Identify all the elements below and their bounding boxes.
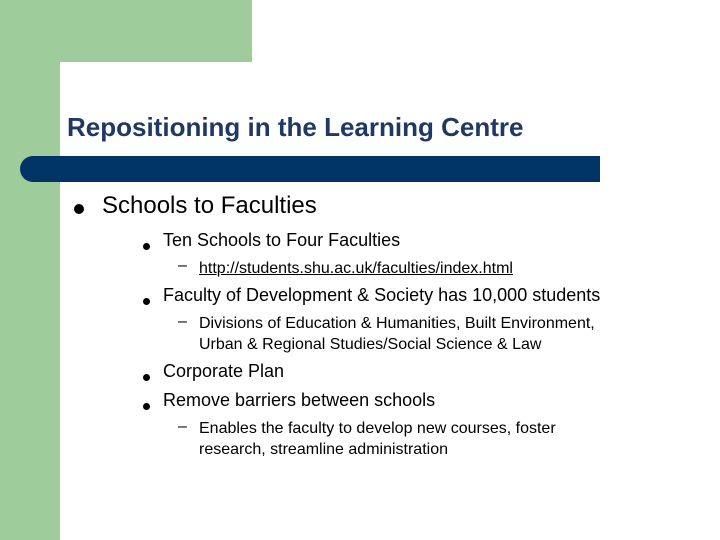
divisions-line-1: Divisions of Education & Humanities, Built Environment, — [199, 315, 595, 332]
dash-marker: – — [178, 418, 187, 435]
dash-marker: – — [178, 257, 187, 274]
enables-line-2: research, streamline administration — [199, 441, 448, 458]
divisions-line-2: Urban & Regional Studies/Social Science & Law — [199, 336, 542, 353]
bullet-corporate-plan: Corporate Plan — [163, 361, 285, 381]
bullet-schools-to-faculties: Schools to Faculties — [102, 192, 317, 219]
enables-line-1: Enables the faculty to develop new courses, foster — [199, 420, 556, 437]
title-underline-bar — [20, 156, 600, 182]
green-accent-left — [0, 0, 60, 540]
dash-marker: – — [178, 313, 187, 330]
bullet-dot — [143, 292, 150, 310]
bullet-faculty-development: Faculty of Development & Society has 10,000 students — [163, 285, 601, 305]
bullet-ten-schools: Ten Schools to Four Faculties — [163, 230, 401, 250]
bullet-dot — [143, 237, 150, 255]
bullet-dot — [143, 368, 150, 386]
bullet-remove-barriers: Remove barriers between schools — [163, 390, 436, 410]
bullet-dot — [143, 397, 150, 415]
slide-title: Repositioning in the Learning Centre — [67, 112, 524, 142]
faculties-link[interactable]: http://students.shu.ac.uk/faculties/index.html — [199, 260, 513, 277]
bullet-dot — [74, 201, 84, 219]
